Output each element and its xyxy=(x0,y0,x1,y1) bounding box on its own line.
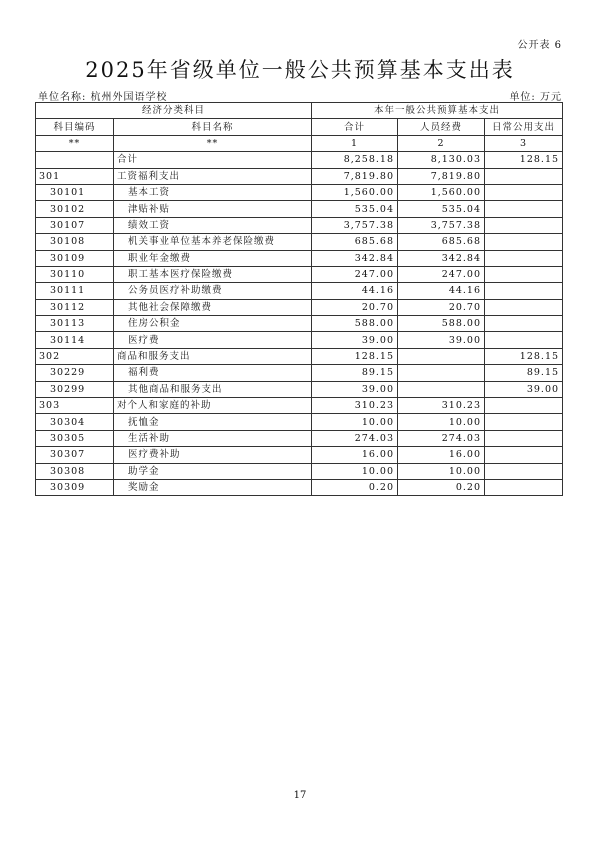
cell-name: 助学金 xyxy=(114,463,312,479)
cell-total: 3,757.38 xyxy=(312,217,398,233)
group-header-basic-expenditure: 本年一般公共预算基本支出 xyxy=(312,103,563,119)
cell-total: 39.00 xyxy=(312,332,398,348)
index-public: 3 xyxy=(485,135,563,151)
cell-personnel: 535.04 xyxy=(398,201,485,217)
cell-code: 30304 xyxy=(36,414,114,430)
column-header-personnel: 人员经费 xyxy=(398,119,485,135)
cell-public xyxy=(485,217,563,233)
cell-name: 医疗费补助 xyxy=(114,447,312,463)
table-row xyxy=(36,152,563,168)
cell-total: 7,819.80 xyxy=(312,168,398,184)
cell-total: 10.00 xyxy=(312,463,398,479)
cell-public xyxy=(485,250,563,266)
cell-personnel: 7,819.80 xyxy=(398,168,485,184)
column-header-total: 合计 xyxy=(312,119,398,135)
page-title: 2025年省级单位一般公共预算基本支出表 xyxy=(85,58,515,82)
table-column-header-row xyxy=(36,119,563,135)
cell-total: 20.70 xyxy=(312,299,398,315)
cell-public: 39.00 xyxy=(485,381,563,397)
cell-personnel xyxy=(398,348,485,364)
table-row xyxy=(36,414,563,430)
table-row xyxy=(36,463,563,479)
column-header-public: 日常公用支出 xyxy=(485,119,563,135)
table-row xyxy=(36,447,563,463)
cell-public xyxy=(485,316,563,332)
table-row xyxy=(36,184,563,200)
cell-name: 合计 xyxy=(114,152,312,168)
table-row xyxy=(36,316,563,332)
cell-public xyxy=(485,430,563,446)
table-row xyxy=(36,168,563,184)
cell-personnel: 588.00 xyxy=(398,316,485,332)
cell-name: 其他社会保障缴费 xyxy=(114,299,312,315)
cell-code: 303 xyxy=(36,398,114,414)
cell-personnel: 20.70 xyxy=(398,299,485,315)
cell-code: 30229 xyxy=(36,365,114,381)
cell-code: 30114 xyxy=(36,332,114,348)
index-personnel: 2 xyxy=(398,135,485,151)
cell-name: 抚恤金 xyxy=(114,414,312,430)
cell-total: 247.00 xyxy=(312,266,398,282)
cell-personnel: 342.84 xyxy=(398,250,485,266)
cell-name: 奖励金 xyxy=(114,479,312,495)
cell-code: 30305 xyxy=(36,430,114,446)
cell-public xyxy=(485,266,563,282)
cell-personnel: 10.00 xyxy=(398,463,485,479)
cell-name: 福利费 xyxy=(114,365,312,381)
budget-table xyxy=(35,102,563,496)
cell-name: 职业年金缴费 xyxy=(114,250,312,266)
cell-total: 0.20 xyxy=(312,479,398,495)
cell-total: 342.84 xyxy=(312,250,398,266)
cell-code: 301 xyxy=(36,168,114,184)
table-row xyxy=(36,479,563,495)
cell-public xyxy=(485,414,563,430)
cell-total: 310.23 xyxy=(312,398,398,414)
cell-total: 685.68 xyxy=(312,234,398,250)
table-row xyxy=(36,398,563,414)
cell-total: 8,258.18 xyxy=(312,152,398,168)
cell-name: 公务员医疗补助缴费 xyxy=(114,283,312,299)
cell-personnel xyxy=(398,365,485,381)
cell-total: 89.15 xyxy=(312,365,398,381)
cell-public: 128.15 xyxy=(485,152,563,168)
table-row xyxy=(36,332,563,348)
cell-name: 商品和服务支出 xyxy=(114,348,312,364)
cell-code: 30101 xyxy=(36,184,114,200)
cell-total: 535.04 xyxy=(312,201,398,217)
cell-public xyxy=(485,332,563,348)
cell-personnel xyxy=(398,381,485,397)
table-row xyxy=(36,430,563,446)
form-number: 公开表 6 xyxy=(517,40,562,51)
cell-personnel: 10.00 xyxy=(398,414,485,430)
cell-public xyxy=(485,463,563,479)
column-header-code: 科目编码 xyxy=(36,119,114,135)
cell-public xyxy=(485,283,563,299)
cell-personnel: 44.16 xyxy=(398,283,485,299)
cell-code: 30299 xyxy=(36,381,114,397)
unit-name: 单位名称: 杭州外国语学校 xyxy=(38,92,168,103)
cell-personnel: 16.00 xyxy=(398,447,485,463)
table-index-row xyxy=(36,135,563,151)
table-row xyxy=(36,234,563,250)
table-row xyxy=(36,266,563,282)
table-group-header-row xyxy=(36,103,563,119)
cell-public xyxy=(485,234,563,250)
cell-code: 30108 xyxy=(36,234,114,250)
cell-name: 机关事业单位基本养老保险缴费 xyxy=(114,234,312,250)
cell-public xyxy=(485,299,563,315)
cell-name: 工资福利支出 xyxy=(114,168,312,184)
table-row xyxy=(36,299,563,315)
index-name: ** xyxy=(114,135,312,151)
cell-public xyxy=(485,201,563,217)
cell-personnel: 0.20 xyxy=(398,479,485,495)
cell-public xyxy=(485,479,563,495)
cell-code: 30307 xyxy=(36,447,114,463)
cell-code: 30109 xyxy=(36,250,114,266)
cell-public xyxy=(485,184,563,200)
cell-name: 绩效工资 xyxy=(114,217,312,233)
cell-total: 588.00 xyxy=(312,316,398,332)
cell-total: 39.00 xyxy=(312,381,398,397)
cell-name: 住房公积金 xyxy=(114,316,312,332)
cell-total: 44.16 xyxy=(312,283,398,299)
cell-total: 128.15 xyxy=(312,348,398,364)
cell-personnel: 3,757.38 xyxy=(398,217,485,233)
table-row xyxy=(36,365,563,381)
table-row xyxy=(36,348,563,364)
cell-total: 1,560.00 xyxy=(312,184,398,200)
table-row xyxy=(36,250,563,266)
cell-personnel: 39.00 xyxy=(398,332,485,348)
cell-code: 30102 xyxy=(36,201,114,217)
cell-total: 16.00 xyxy=(312,447,398,463)
cell-name: 生活补助 xyxy=(114,430,312,446)
cell-personnel: 274.03 xyxy=(398,430,485,446)
cell-code: 30111 xyxy=(36,283,114,299)
table-row xyxy=(36,201,563,217)
table-row xyxy=(36,381,563,397)
cell-personnel: 247.00 xyxy=(398,266,485,282)
cell-personnel: 1,560.00 xyxy=(398,184,485,200)
cell-name: 医疗费 xyxy=(114,332,312,348)
cell-code: 30107 xyxy=(36,217,114,233)
cell-code: 30113 xyxy=(36,316,114,332)
table-row xyxy=(36,283,563,299)
cell-personnel: 685.68 xyxy=(398,234,485,250)
index-total: 1 xyxy=(312,135,398,151)
cell-name: 津贴补贴 xyxy=(114,201,312,217)
cell-total: 10.00 xyxy=(312,414,398,430)
table-row xyxy=(36,217,563,233)
cell-code: 302 xyxy=(36,348,114,364)
cell-public xyxy=(485,447,563,463)
cell-name: 基本工资 xyxy=(114,184,312,200)
cell-code xyxy=(36,152,114,168)
cell-total: 274.03 xyxy=(312,430,398,446)
cell-personnel: 310.23 xyxy=(398,398,485,414)
cell-public xyxy=(485,168,563,184)
index-code: ** xyxy=(36,135,114,151)
currency-unit: 单位: 万元 xyxy=(509,92,562,103)
cell-public xyxy=(485,398,563,414)
cell-personnel: 8,130.03 xyxy=(398,152,485,168)
cell-name: 职工基本医疗保险缴费 xyxy=(114,266,312,282)
cell-public: 128.15 xyxy=(485,348,563,364)
group-header-economic-class: 经济分类科目 xyxy=(36,103,312,119)
cell-name: 对个人和家庭的补助 xyxy=(114,398,312,414)
cell-name: 其他商品和服务支出 xyxy=(114,381,312,397)
cell-code: 30308 xyxy=(36,463,114,479)
column-header-name: 科目名称 xyxy=(114,119,312,135)
cell-public: 89.15 xyxy=(485,365,563,381)
cell-code: 30112 xyxy=(36,299,114,315)
cell-code: 30309 xyxy=(36,479,114,495)
page-number: 17 xyxy=(293,790,307,801)
cell-code: 30110 xyxy=(36,266,114,282)
